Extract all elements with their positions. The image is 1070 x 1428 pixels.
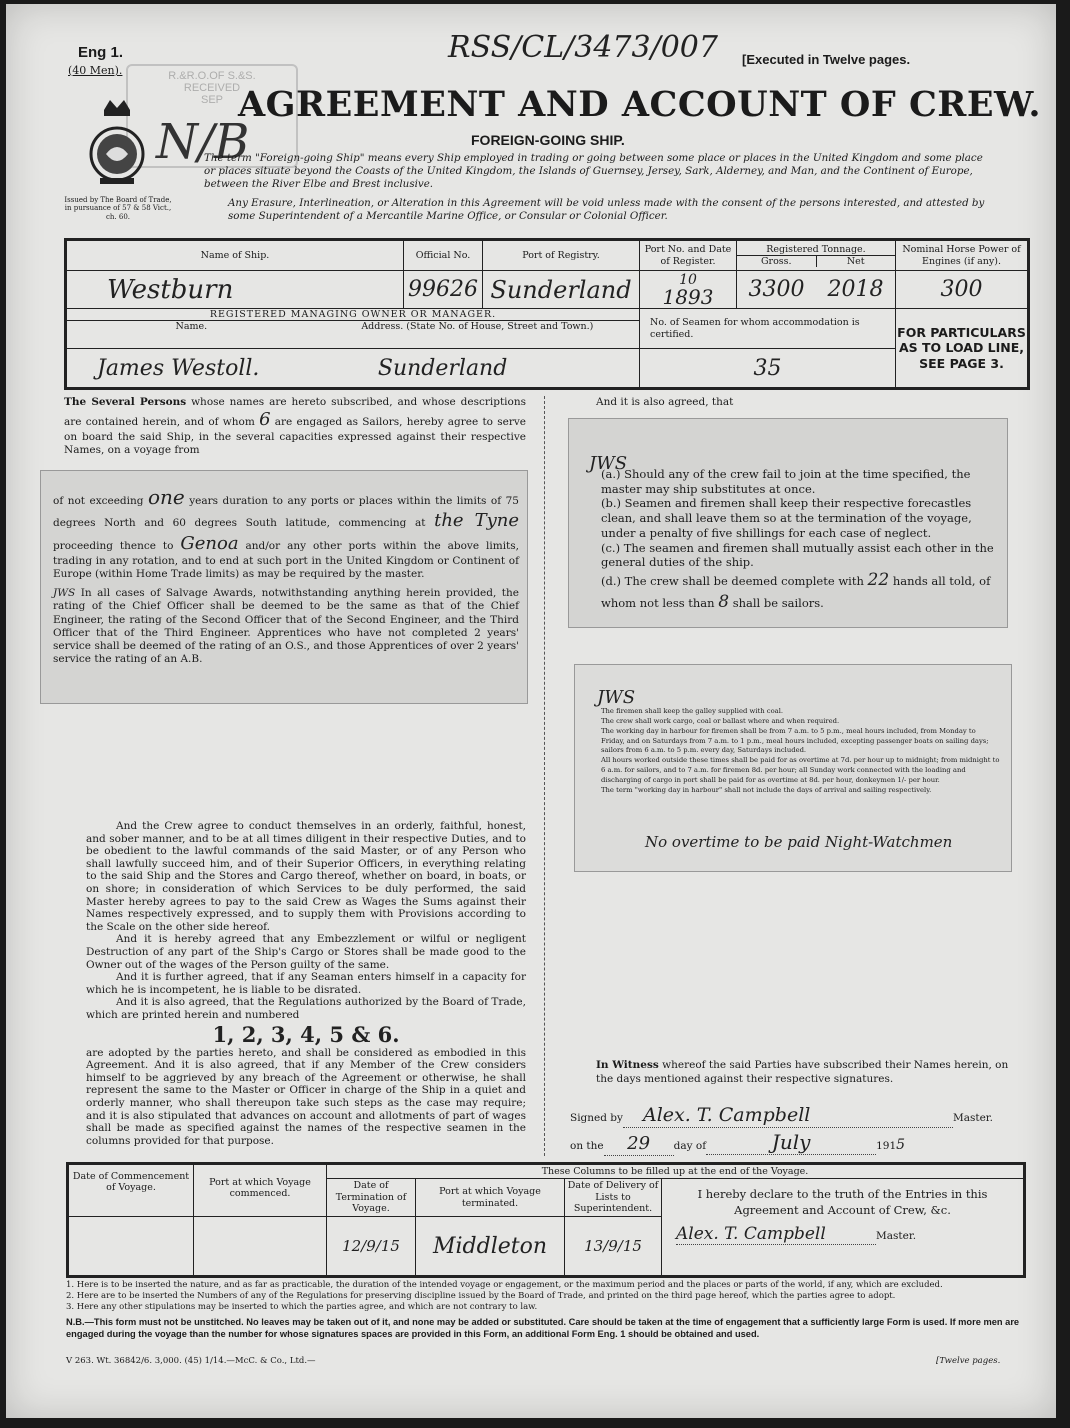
tonnage-value: 3300 2018 xyxy=(737,271,896,309)
royal-crest-icon xyxy=(86,96,148,196)
form-title: AGREEMENT AND ACCOUNT OF CREW. xyxy=(238,84,1042,125)
delivery-date-value: 13/9/15 xyxy=(565,1217,662,1276)
termination-date-value: 12/9/15 xyxy=(327,1217,416,1276)
port-registry-value: Sunderland xyxy=(483,271,640,309)
port-commenced-value xyxy=(194,1217,327,1276)
signed-by-line: Signed by Alex. T. Campbell Master. xyxy=(570,1104,1010,1128)
reference-number: RSS/CL/3473/007 xyxy=(448,30,718,65)
printer-line: V 263. Wt. 36842/6. 3,000. (45) 1/14.—McC. & Co., Ltd.— xyxy=(66,1356,316,1366)
twelve-pages-note: [Twelve pages. xyxy=(936,1356,1001,1366)
owner-name-value: James Westoll. xyxy=(97,355,260,381)
document-page xyxy=(6,4,1056,1418)
horse-power-value: 300 xyxy=(896,271,1028,309)
port-terminated-value: Middleton xyxy=(416,1217,565,1276)
end-columns-header: These Columns to be filled up at the end of the Voyage. xyxy=(327,1165,1024,1179)
declaration-cell: I hereby declare to the truth of the Entries in this Agreement and Account of Crew, &c. Alex. T. Campbell Master. xyxy=(662,1179,1024,1276)
col-horse-power: Nominal Horse Power of Engines (if any). xyxy=(896,241,1028,271)
ship-name-value: Westburn xyxy=(67,271,404,309)
seamen-certified-value: 35 xyxy=(640,349,896,388)
overtime-note: No overtime to be paid Night-Watchmen xyxy=(645,833,953,851)
issued-by-note: Issued by The Board of Trade, in pursuance of 57 & 58 Vict., ch. 60. xyxy=(64,196,172,221)
owner-header: REGISTERED MANAGING OWNER OR MANAGER. xyxy=(67,309,639,321)
crew-conditions-slip: JWS (a.) Should any of the crew fail to join at the time specified, the master may ship substitutes at once. (b.) Seamen and firemen shall keep their respective forecastles clean, and shall leave them so at the termination of the voyage, under a penalty of five shillings for each case of neglect. (c.) The seamen and firemen shall mutually assist each other in the general duties of the ship. (d.) The crew shall be deemed complete with 22 hands all told, of whom not less than 8 shall be sailors. xyxy=(568,418,1008,628)
col-termination-date: Date of Termination of Voyage. xyxy=(327,1179,416,1217)
voyage-terms: of not exceeding one years duration to any ports or places within the limits of 75 degrees North and 60 degrees South latitude, commencing at the Tyne proceeding thence to Genoa and/or any other ports within the above limits, trading in any rotation, and to end at such port in the United Kingdom or Continent of Europe (within Home Trade limits) as may be required by the master. xyxy=(53,485,519,581)
salvage-clause: JWS In all cases of Salvage Awards, notwithstanding anything herein provided, the rating of the Chief Officer shall be deemed to be the same as that of the Chief Engineer, the rating of the Second Officer that of the Second Engineer, and the Third Officer that of the Third Engineer. Apprentices who have not completed 2 years' service shall be deemed of the rating of an O.S., and those Apprentices of over 2 years' service the rating of an A.B. xyxy=(53,587,519,665)
stamp-handwriting: N/B xyxy=(156,114,250,170)
several-persons-clause: The Several Persons whose names are hereto subscribed, and whose descriptions are contained herein, and of whom 6 are engaged as Sailors, hereby agree to serve on board the said Ship, in the several capacities expressed against their respective Names, on a voyage from xyxy=(64,396,526,456)
col-port-terminated: Port at which Voyage terminated. xyxy=(416,1179,565,1217)
column-divider xyxy=(544,396,545,1156)
port-no-date-value: 10 1893 xyxy=(640,271,737,309)
office-stamp: R.&R.O.OF S.&S. RECEIVED SEP xyxy=(126,64,298,168)
also-agreed-heading: And it is also agreed, that xyxy=(596,396,734,408)
col-tonnage: Registered Tonnage. Gross. Net xyxy=(737,241,896,271)
col-ship-name: Name of Ship. xyxy=(67,241,404,271)
date-line: on the 29 day of July 1915 xyxy=(570,1130,906,1154)
working-hours-text: The firemen shall keep the galley supplied with coal. The crew shall work cargo, coal or ballast where and when required. The working day in harbour for firemen shall be from 7 a.m. to 5 p.m., meal hours included, from Monday to Friday, and on Saturdays from 7 a.m. to 1 p.m., meal hours included, excepting passenger boats on sailing days; sailors from 6 a.m. to 5 p.m. every day, Saturdays included. All hours worked outside these times shall be paid for as overtime at 7d. per hour up to midnight; from midnight to 6 a.m. for sailors, and to 7 a.m. for firemen 8d. per hour; all Sunday work connected with the loading and discharging of cargo in port shall be paid for as overtime at 8d. per hour, donkeymen 1/- per hour. The term "working day in harbour" shall not include the days of arrival and sailing respectively. xyxy=(601,707,1000,794)
owner-address-value: Sunderland xyxy=(377,355,508,381)
col-seamen-certified: No. of Seamen for whom accommodation is certified. xyxy=(640,309,896,349)
foreign-going-definition: The term "Foreign-going Ship" means every Ship employed in trading or going between some place or places in the United Kingdom and some place or places situate beyond the Coasts of the United Kingdom, the Islands of Guernsey, Jersey, Sark, Alderney, and Man, and the Continent of Europe, between the River Elbe and Brest inclusive. xyxy=(204,152,983,190)
load-line-note: FOR PARTICULARS AS TO LOAD LINE, SEE PAGE 3. xyxy=(896,309,1028,388)
nb-note: N.B.—This form must not be unstitched. No leaves may be taken out of it, and none may be added or substituted. Care should be taken at the time of engagement that a sufficiently large Form is used. If more men are engaged during the voyage than the number for whose signatures spaces are provided in this Form, an additional Form Eng. 1 should be obtained and used. xyxy=(66,1317,1020,1339)
col-official-no: Official No. xyxy=(404,241,483,271)
form-men: (40 Men). xyxy=(68,64,123,77)
voyage-end-table xyxy=(66,1162,1026,1278)
erasure-note: Any Erasure, Interlineation, or Alteration in this Agreement will be void unless made with the consent of the persons interested, and attested by some Superintendent of a Mercantile Marine Office, or Consular or Colonial Officer. xyxy=(228,197,985,223)
form-subtitle: FOREIGN-GOING SHIP. xyxy=(471,132,625,148)
official-no-value: 99626 xyxy=(404,271,483,309)
col-port-commenced: Port at which Voyage commenced. xyxy=(194,1165,327,1217)
conduct-clauses: And the Crew agree to conduct themselves in an orderly, faithful, honest, and sober manner, and to be at all times diligent in their respective Duties, and to be obedient to the lawful commands of the said Master, or of any Person who shall lawfully succeed him, and of their Superior Officers, in everything relating to the said Ship and the Stores and Cargo thereof, whether on board, in boats, or on shore; in consideration of which Services to be duly performed, the said Master hereby agrees to pay to the said Crew as Wages the Sums against their Names respectively expressed, and to supply them with Provisions according to the Scale on the other side hereof. And it is hereby agreed that any Embezzlement or wilful or negligent Destruction of any part of the Ship's Cargo or Stores shall be made good to the Owner out of the wages of the Person guilty of the same. And it is further agreed, that if any Seaman enters himself in a capacity for which he is incompetent, he is liable to be disrated. And it is also agreed, that the Regulations authorized by the Board of Trade, which are printed herein and numbered 1, 2, 3, 4, 5 & 6. are adopted by the parties hereto, and shall be considered as embodied in this Agreement. And it is also agreed, that if any Member of the Crew considers himself to be aggrieved by any breach of the Agreement or otherwise, he shall represent the same to the Master or Officer in charge of the Ship in a quiet and orderly manner, who shall thereupon take such steps as the case may require; and it is also stipulated that advances on account and allotments of part of wages shall be made as specified against the names of the respective seamen in the columns provided for that purpose. xyxy=(86,820,526,1147)
voyage-paste-slip xyxy=(40,470,528,704)
footnotes: 1. Here is to be inserted the nature, and as far as practicable, the duration of the intended voyage or engagement, or the maximum period and the places or parts of the world, if any, which are excluded. 2. Here are to be inserted the Numbers of any of the Regulations for preserving discipline issued by the Board of Trade, and printed on the third page hereof, which the parties agree to adopt. 3. Here any other stipulations may be inserted to which the parties agree, and which are not contrary to law. xyxy=(66,1280,943,1313)
galley-working-slip: JWS The firemen shall keep the galley supplied with coal. The crew shall work cargo, coal or ballast where and when required. The working day in harbour for firemen shall be from 7 a.m. to 5 p.m., meal hours included, from Monday to Friday, and on Saturdays from 7 a.m. to 1 p.m., meal hours included, excepting passenger boats on sailing days; sailors from 6 a.m. to 5 p.m. every day, Saturdays included. All hours worked outside these times shall be paid for as overtime at 7d. per hour up to midnight; from midnight to 6 a.m. for sailors, and to 7 a.m. for firemen 8d. per hour; all Sunday work connected with the loading and discharging of cargo in port shall be paid for as overtime at 8d. per hour, donkeymen 1/- per hour. The term "working day in harbour" shall not include the days of arrival and sailing respectively. No overtime to be paid Night-Watchmen xyxy=(574,664,1012,872)
col-port-registry: Port of Registry. xyxy=(483,241,640,271)
crew-conditions-text: (a.) Should any of the crew fail to join at the time specified, the master may ship substitutes at once. (b.) Seamen and firemen shall keep their respective forecastles clean, and shall leave them so at the termination of the voyage, under a penalty of five shillings for each case of neglect. (c.) The seamen and firemen shall mutually assist each other in the general duties of the ship. (d.) The crew shall be deemed complete with 22 hands all told, of whom not less than 8 shall be sailors. xyxy=(601,467,994,612)
form-code: Eng 1. xyxy=(78,44,124,61)
witness-clause: In Witness whereof the said Parties have subscribed their Names herein, on the days mentioned against their respective signatures. xyxy=(596,1059,1009,1086)
commencement-date-value xyxy=(69,1217,194,1276)
col-commencement-date: Date of Commencement of Voyage. xyxy=(69,1165,194,1217)
regulation-numbers: 1, 2, 3, 4, 5 & 6. xyxy=(212,1021,400,1047)
col-port-no-date: Port No. and Date of Register. xyxy=(640,241,737,271)
executed-note: [Executed in Twelve pages. xyxy=(742,52,911,67)
col-delivery-date: Date of Delivery of Lists to Superintendent. xyxy=(565,1179,662,1217)
ship-details-table: Name of Ship. Official No. Port of Registry. Port No. and Date of Register. Registered Tonnage. Gross. Net Nominal Horse Power of Engines (if any). Westburn 99626 Sunderland 10 1893 3300 2018 300 REGISTERED MANAGING OWNER OR MANAGER. Name. Address. (State No. of House, Street and Town.) No. of Seamen for whom accommodation is certified. FOR PARTICULARS AS TO LOAD LINE, SEE PAGE 3. James Westoll. Sunderland 35 xyxy=(64,238,1030,390)
